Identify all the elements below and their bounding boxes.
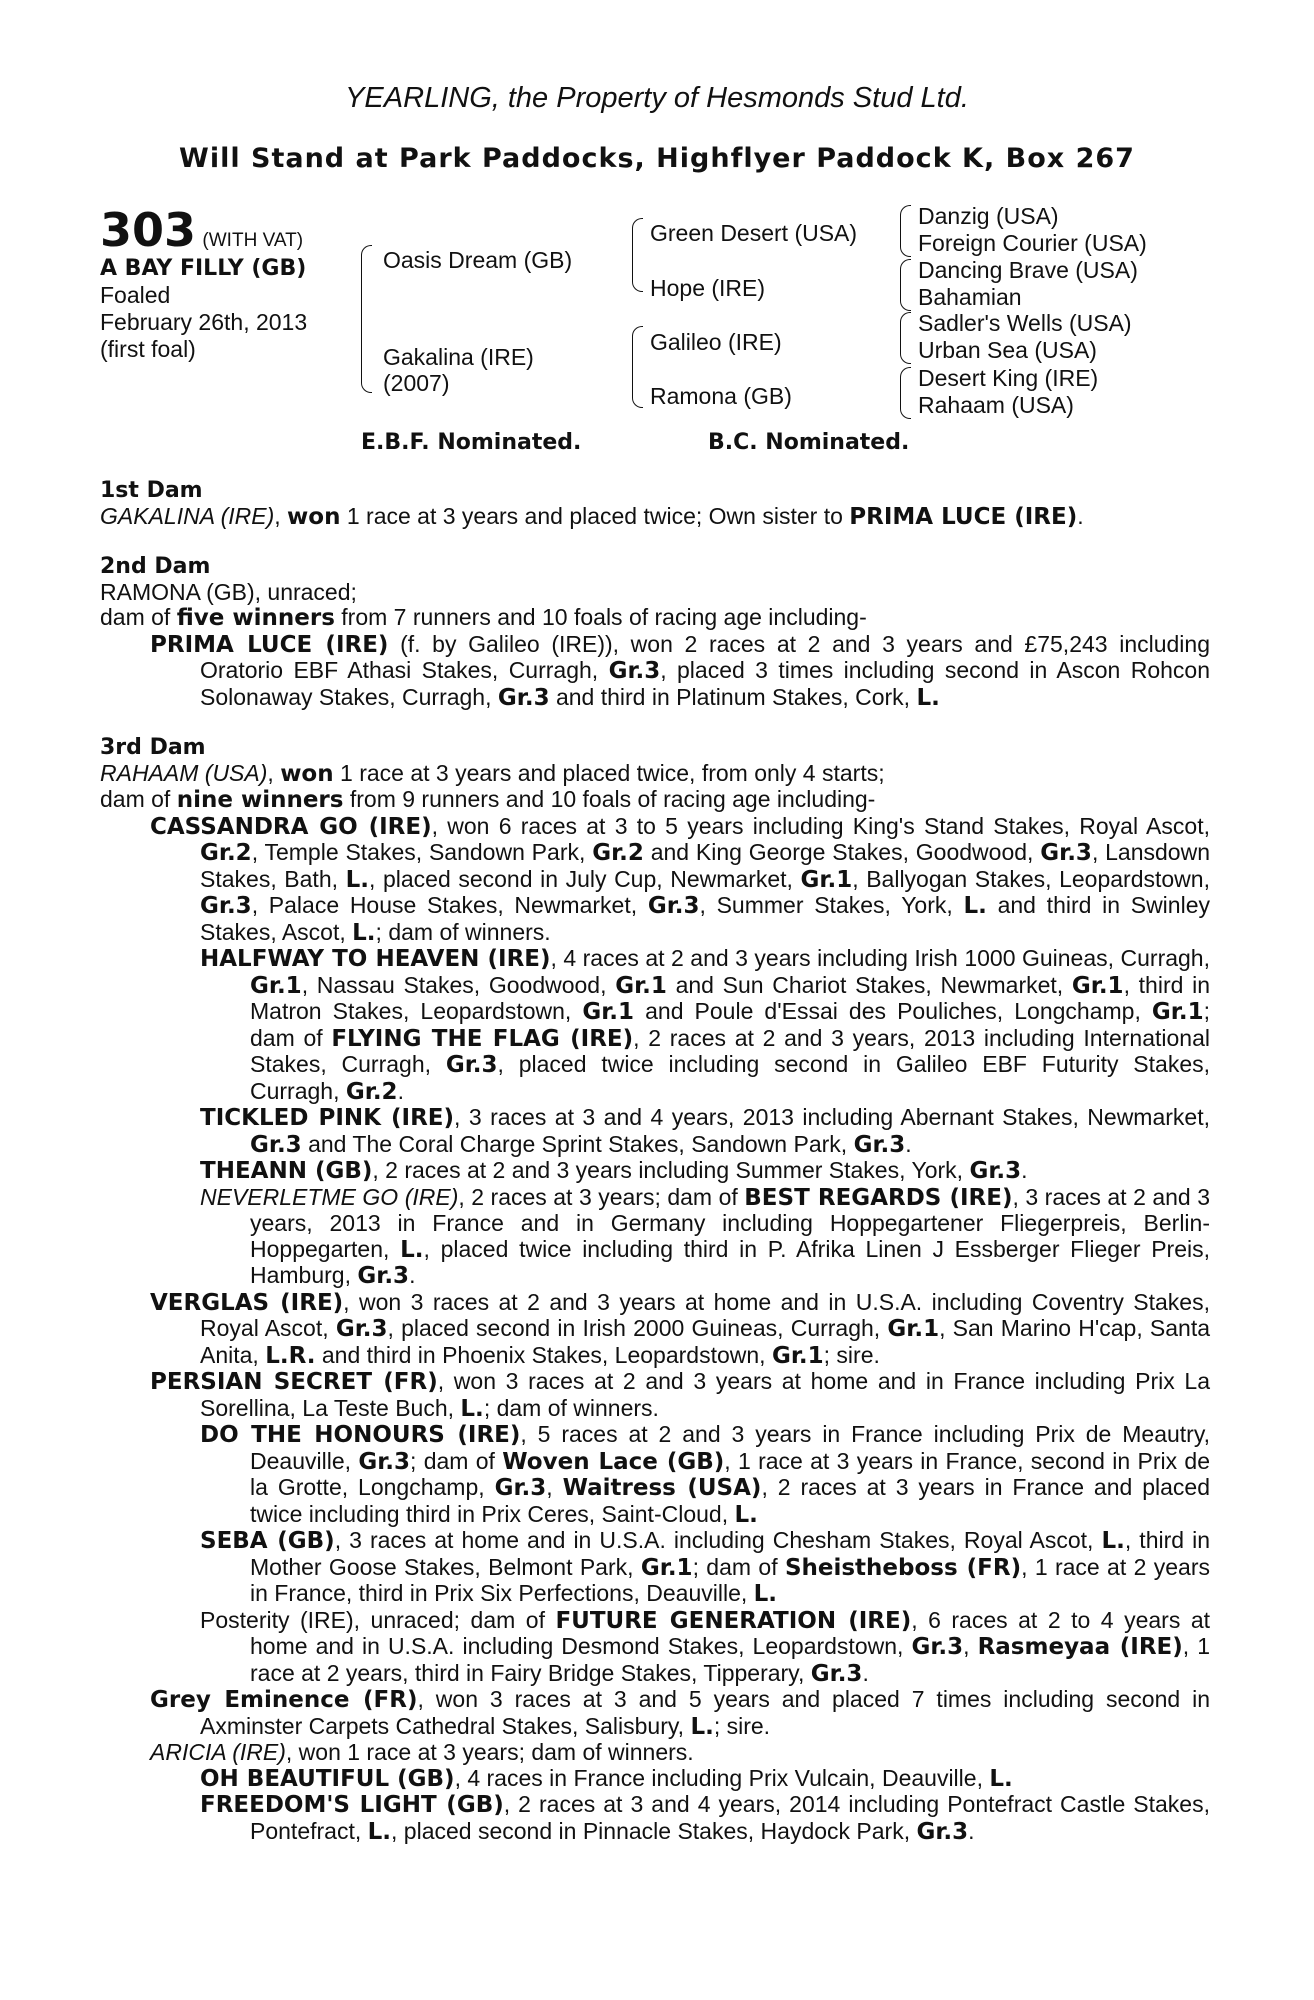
horse-name: CASSANDRA GO (IRE) [150,813,432,840]
pedigree-brace [361,245,372,393]
horse-name: SEBA (GB) [200,1528,335,1554]
pedigree-dam: Gakalina (IRE) [383,344,534,370]
horse-name: FREEDOM'S LIGHT (GB) [200,1792,504,1818]
produce-entry: OH BEAUTIFUL (GB), 4 races in France including Prix Vulcain, Deauville, L. [200,1764,1013,1792]
produce-entry: Posterity (IRE), unraced; dam of FUTURE GENERATION (IRE), 6 races at 2 to 4 years at home and in U.S.A. including Desmond Stakes, Leopardstown, Gr.3, Rasmeyaa (IRE), 1 race at 2 years, third in Fairy Bridge Stakes, Tipperary, Gr.3. [200,1606,1211,1687]
produce-entry: VERGLAS (IRE), won 3 races at 2 and 3 years at home and in U.S.A. including Coventry Stakes, Royal Ascot, Gr.3, placed second in Irish 2000 Guineas, Curragh, Gr.1, San Marino H'cap, Santa Anita, L.R. and third in Phoenix Stakes, Leopardstown, Gr.1; sire. [150,1288,1211,1369]
second-dam-heading: 2nd Dam [100,554,211,579]
second-dam-summary: dam of five winners from 7 runners and 10 foals of racing age including- [100,604,867,631]
lot-info [100,205,307,363]
lot-number: 303 [100,203,197,257]
horse-name: THEANN (GB) [200,1158,373,1184]
pedigree-brace [900,205,911,257]
foaled-date: February 26th, 2013 [100,309,308,335]
pedigree-dam-sire: Galileo (IRE) [650,329,782,355]
stand-location: Will Stand at Park Paddocks, Highflyer Paddock K, Box 267 [179,143,1135,174]
pedigree-dam-dam: Ramona (GB) [650,383,792,409]
horse-name: RAHAAM (USA) [100,759,268,786]
produce-entry: ARICIA (IRE), won 1 race at 3 years; dam of winners. [150,1739,694,1765]
first-dam-heading: 1st Dam [100,478,203,503]
produce-entry: Grey Eminence (FR), won 3 races at 3 and 5 years and placed 7 times including second in Axminster Carpets Cathedral Stakes, Salisbury, L.; sire. [150,1686,1210,1740]
horse-name: PERSIAN SECRET (FR) [150,1369,438,1395]
lot-description: A BAY FILLY (GB) [100,256,307,281]
third-dam-heading: 3rd Dam [100,735,206,760]
produce-entry: DO THE HONOURS (IRE), 5 races at 2 and 3 years in France including Prix de Meautry, Deauville, Gr.3; dam of Woven Lace (GB), 1 race at 3 years in France, second in Prix de la Grotte, Longchamp, Gr.3, Waitress (USA), 2 races at 3 years in France and placed twice including third in Prix Ceres, Saint-Cloud, L. [200,1421,1211,1528]
horse-name: PRIMA LUCE (IRE) [849,503,1078,530]
catalogue-body [100,478,1210,1845]
horse-name: NEVERLETME GO (IRE) [200,1183,459,1210]
pedigree-g3: Sadler's Wells (USA) [918,310,1132,336]
horse-name: PRIMA LUCE (IRE) [150,631,389,658]
produce-entry: THEANN (GB), 2 races at 2 and 3 years including Summer Stakes, York, Gr.3. [200,1157,1028,1184]
pedigree-g3: Urban Sea (USA) [918,337,1097,363]
pedigree-g3: Danzig (USA) [918,203,1059,229]
page-title: YEARLING, the Property of Hesmonds Stud Ltd. [345,82,969,114]
produce-entry: TICKLED PINK (IRE), 3 races at 3 and 4 years, 2013 including Abernant Stakes, Newmarket, Gr.3 and The Coral Charge Sprint Stakes, Sandown Park, Gr.3. [200,1104,1210,1158]
pedigree-brace [900,367,911,419]
produce-entry: PERSIAN SECRET (FR), won 3 races at 2 and 3 years at home and in France including Prix La Sorellina, La Teste Buch, L.; dam of winners. [150,1368,1211,1422]
pedigree-brace [632,326,643,408]
pedigree-g3: Desert King (IRE) [918,365,1099,391]
pedigree-brace [900,259,911,311]
foaled-label: Foaled [100,282,171,308]
vat-note: (WITH VAT) [202,230,304,251]
foal-note: (first foal) [100,336,196,362]
pedigree-g3: Foreign Courier (USA) [918,230,1147,256]
pedigree-brace [900,312,911,364]
produce-entry: HALFWAY TO HEAVEN (IRE), 4 races at 2 and 3 years including Irish 1000 Guineas, Curragh, Gr.1, Nassau Stakes, Goodwood, Gr.1 and Sun Chariot Stakes, Newmarket, Gr.1, third in Matron Stakes, Leopardstown, Gr.1 and Poule d'Essai des Pouliches, Longchamp, Gr.1; dam of FLYING THE FLAG (IRE), 2 races at 2 and 3 years, 2013 including International Stakes, Curragh, Gr.3, placed twice including second in Galileo EBF Futurity Stakes, Curragh, Gr.2. [200,945,1210,1105]
horse-name: VERGLAS (IRE) [150,1289,344,1316]
pedigree-g3: Bahamian [918,284,1022,310]
pedigree-sire-sire: Green Desert (USA) [650,220,858,246]
horse-name: Grey Eminence (FR) [150,1687,418,1713]
produce-entry: PRIMA LUCE (IRE) (f. by Galileo (IRE)), won 2 races at 2 and 3 years and £75,243 including Oratorio EBF Athasi Stakes, Curragh, Gr.3, placed 3 times including second in Ascon Rohcon Solonaway Stakes, Curragh, Gr.3 and third in Platinum Stakes, Cork, L. [150,630,1210,711]
pedigree-g3: Rahaam (USA) [918,392,1074,418]
third-dam-entry: RAHAAM (USA), won 1 race at 3 years and placed twice, from only 4 starts; [100,759,885,787]
produce-entry: FREEDOM'S LIGHT (GB), 2 races at 3 and 4 years, 2014 including Pontefract Castle Stakes, Pontefract, L., placed second in Pinnacle Stakes, Haydock Park, Gr.3. [200,1791,1210,1845]
horse-name: HALFWAY TO HEAVEN (IRE) [200,946,551,972]
pedigree-sire-dam: Hope (IRE) [650,275,766,301]
first-dam-entry: GAKALINA (IRE), won 1 race at 3 years and placed twice; Own sister to PRIMA LUCE (IRE). [100,502,1084,530]
pedigree-sire: Oasis Dream (GB) [383,247,573,273]
bc-nominated: B.C. Nominated. [708,430,910,455]
pedigree-dam-year: (2007) [383,370,450,396]
horse-name: ARICIA (IRE) [150,1739,286,1765]
produce-entry: SEBA (GB), 3 races at home and in U.S.A. including Chesham Stakes, Royal Ascot, L., third in Mother Goose Stakes, Belmont Park, Gr.1; dam of Sheistheboss (FR), 1 race at 2 years in France, third in Prix Six Perfections, Deauville, L. [200,1527,1210,1607]
horse-name: OH BEAUTIFUL (GB) [200,1765,455,1792]
second-dam-line: RAMONA (GB), unraced; [100,578,357,605]
third-dam-summary: dam of nine winners from 9 runners and 10 foals of racing age including- [100,786,876,813]
produce-entry: CASSANDRA GO (IRE), won 6 races at 3 to 5 years including King's Stand Stakes, Royal Ascot, Gr.2, Temple Stakes, Sandown Park, Gr.2 and King George Stakes, Goodwood, Gr.3, Lansdown Stakes, Bath, L., placed second in July Cup, Newmarket, Gr.1, Ballyogan Stakes, Leopardstown, Gr.3, Palace House Stakes, Newmarket, Gr.3, Summer Stakes, York, L. and third in Swinley Stakes, Ascot, L.; dam of winners. [150,812,1211,946]
produce-entry: NEVERLETME GO (IRE), 2 races at 3 years; dam of BEST REGARDS (IRE), 3 races at 2 and 3 years, 2013 in France and in Germany including Hoppegartener Fliegerpreis, Berlin-Hoppegarten, L., placed twice including third in P. Afrika Linen J Essberger Flieger Preis, Hamburg, Gr.3. [200,1183,1211,1289]
horse-name: DO THE HONOURS (IRE) [200,1422,521,1448]
pedigree-brace [632,218,643,292]
horse-name: TICKLED PINK (IRE) [200,1105,455,1131]
horse-name: GAKALINA (IRE) [100,502,275,529]
ebf-nominated: E.B.F. Nominated. [361,430,582,455]
pedigree-g3: Dancing Brave (USA) [918,257,1138,283]
